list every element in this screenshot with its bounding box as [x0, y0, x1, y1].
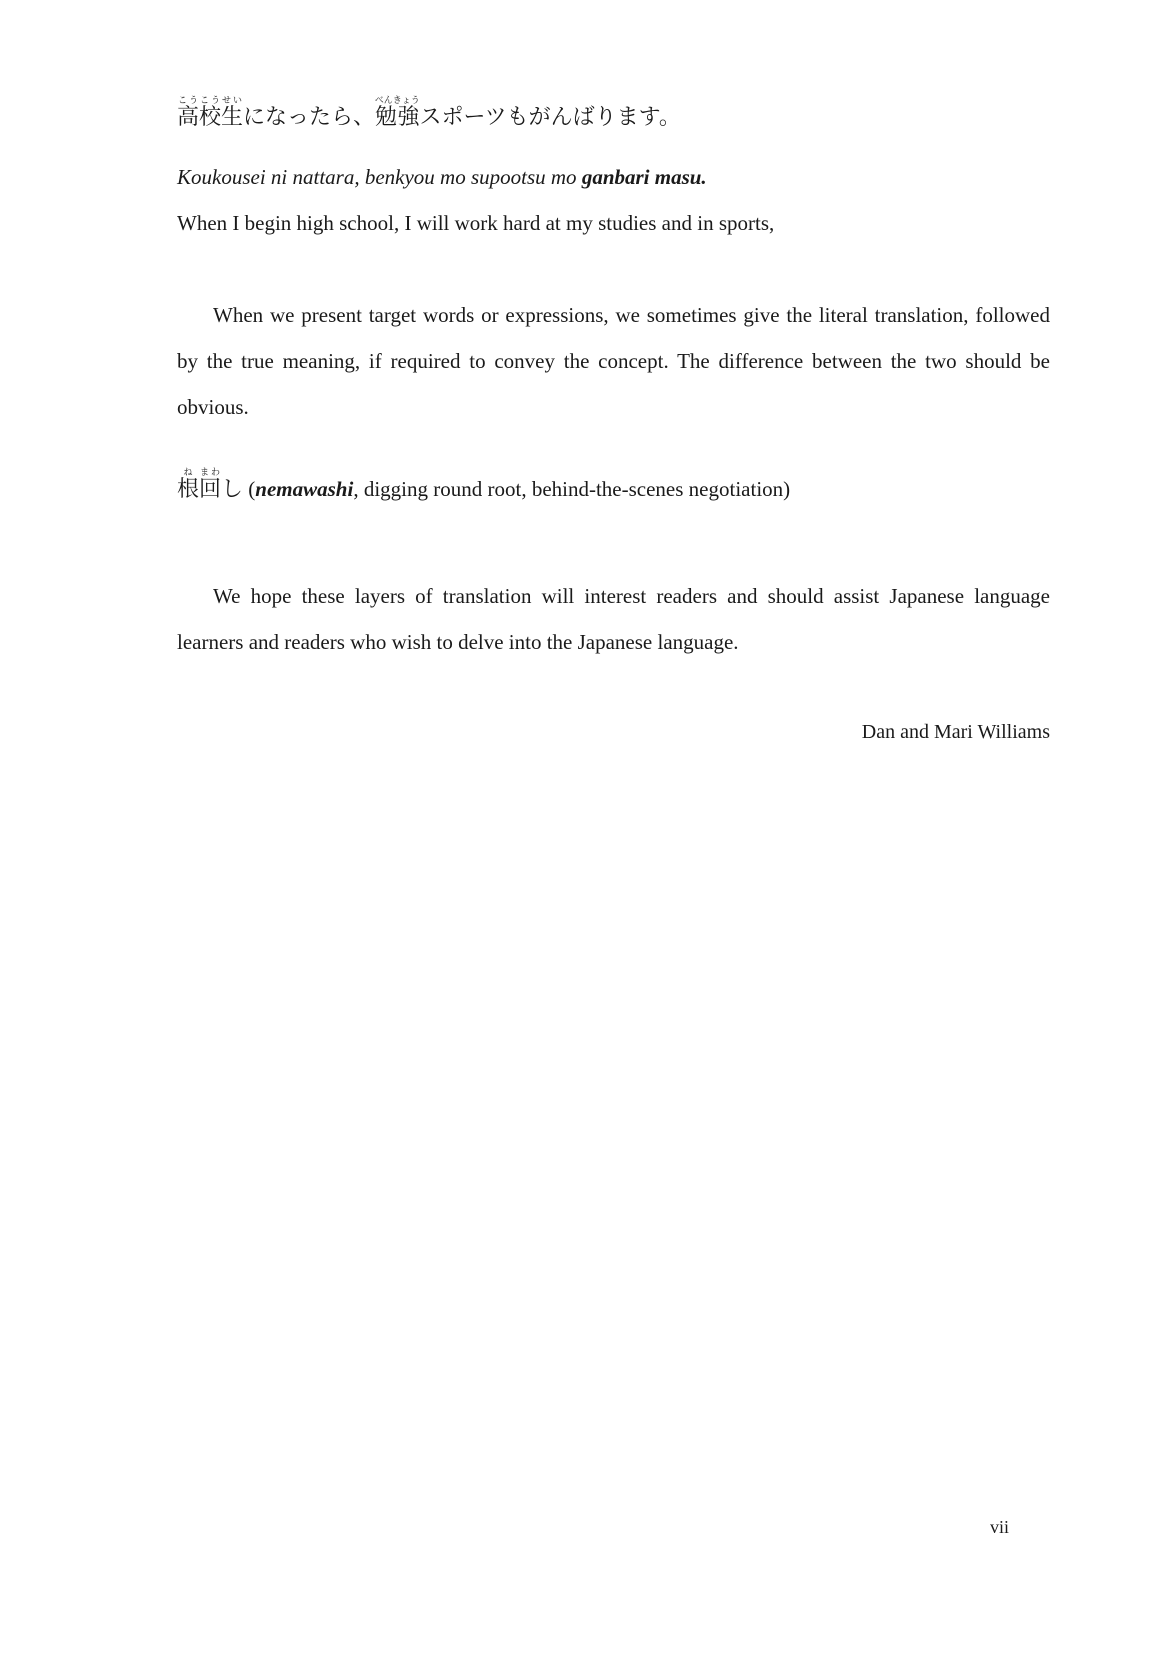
author-signature: Dan and Mari Williams — [861, 721, 1050, 743]
nemawashi-example: 根ね回まわし (nemawashi, digging round root, behind-the-scenes negotiation) — [177, 468, 791, 502]
body-paragraph: When we present target words or expressions, we sometimes give the literal translation, followed by the true meaning, if required to convey the concept. The difference between the two should be obvious. — [177, 303, 1050, 419]
furigana-ne: 根ね — [177, 468, 200, 502]
english-translation: When I begin high school, I will work hard at my studies and in sports, — [177, 211, 775, 235]
romaji-target-expression: ganbari masu. — [581, 165, 707, 189]
japanese-text: になったら、 — [243, 105, 376, 130]
furigana-word-koukousei: 高校生こうこうせい — [177, 96, 244, 130]
japanese-example-sentence — [177, 96, 681, 129]
furigana-word-benkyou: 勉強べんきょう — [374, 96, 420, 130]
body-paragraph: We hope these layers of translation will interest readers and should assist Japanese language learners and readers who wish to delve into the Japanese language. — [177, 584, 1050, 654]
nemawashi-gloss: (nemawashi, digging round root, behind-the-scenes negotiation) — [243, 477, 791, 501]
romaji-line: Koukousei ni nattara, benkyou mo supootsu mo ganbari masu. — [177, 165, 707, 189]
furigana-mawa: 回まわ — [199, 468, 222, 502]
page-number: vii — [990, 1517, 1010, 1537]
japanese-text: スポーツもがんばります。 — [419, 105, 681, 130]
